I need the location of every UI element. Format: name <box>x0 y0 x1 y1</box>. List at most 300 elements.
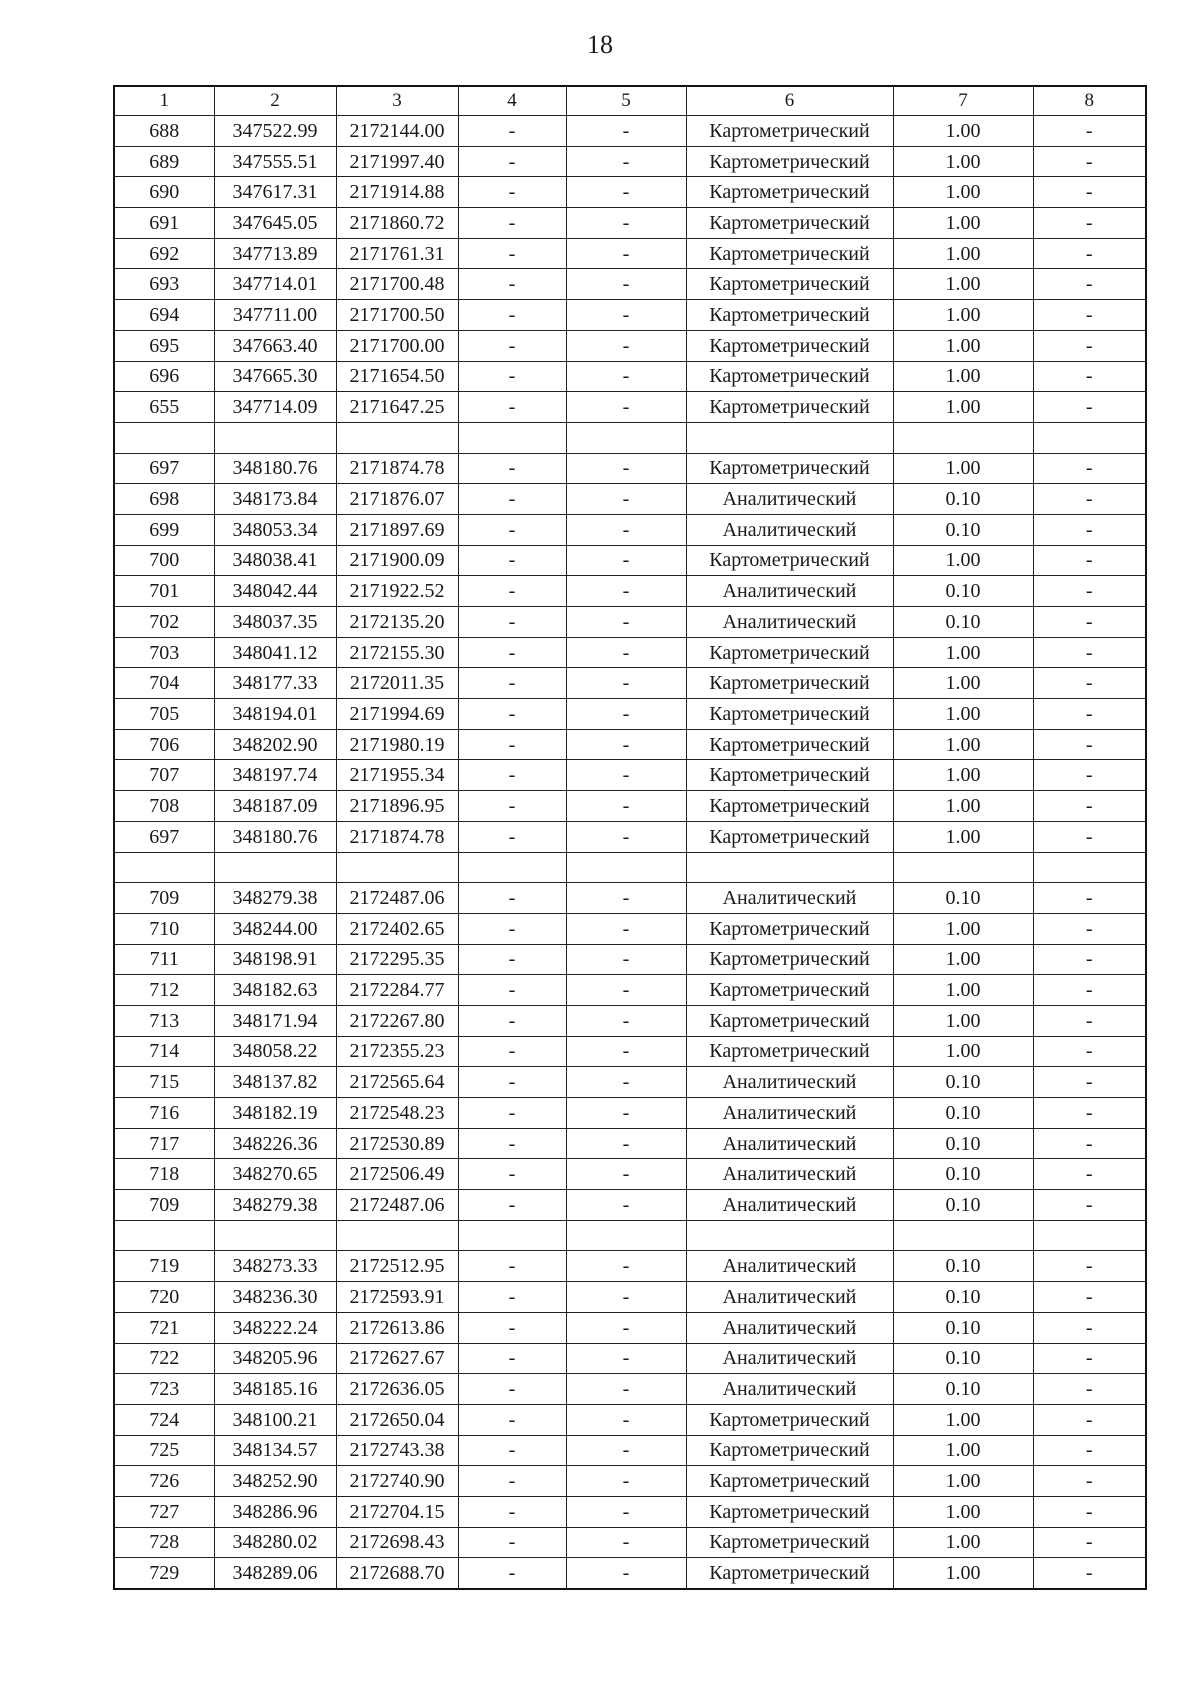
method-cell: Картометрический <box>686 1466 893 1497</box>
x-coordinate-cell: 348053.34 <box>214 514 336 545</box>
point-number-cell <box>114 852 214 883</box>
method-cell: Картометрический <box>686 177 893 208</box>
col4-cell: - <box>458 514 566 545</box>
point-number-cell: 714 <box>114 1036 214 1067</box>
x-coordinate-cell: 348171.94 <box>214 1005 336 1036</box>
point-number-cell: 695 <box>114 330 214 361</box>
table-row <box>114 1159 1146 1190</box>
y-coordinate-cell <box>336 422 458 453</box>
col5-cell: - <box>566 607 686 638</box>
col4-cell: - <box>458 1343 566 1374</box>
x-coordinate-cell: 348286.96 <box>214 1496 336 1527</box>
accuracy-cell: 0.10 <box>893 1374 1033 1405</box>
accuracy-cell: 1.00 <box>893 146 1033 177</box>
table-row <box>114 269 1146 300</box>
col5-cell: - <box>566 453 686 484</box>
x-coordinate-cell: 348222.24 <box>214 1312 336 1343</box>
col5-cell: - <box>566 1282 686 1313</box>
accuracy-cell: 0.10 <box>893 1098 1033 1129</box>
y-coordinate-cell: 2172487.06 <box>336 883 458 914</box>
point-number-cell: 723 <box>114 1374 214 1405</box>
y-coordinate-cell: 2172284.77 <box>336 975 458 1006</box>
point-number-cell: 693 <box>114 269 214 300</box>
col4-cell: - <box>458 453 566 484</box>
x-coordinate-cell: 348042.44 <box>214 576 336 607</box>
accuracy-cell: 1.00 <box>893 208 1033 239</box>
accuracy-cell: 1.00 <box>893 944 1033 975</box>
col5-cell: - <box>566 699 686 730</box>
y-coordinate-cell: 2172650.04 <box>336 1404 458 1435</box>
method-cell: Картометрический <box>686 453 893 484</box>
col5-cell: - <box>566 1496 686 1527</box>
method-cell: Аналитический <box>686 576 893 607</box>
method-cell: Картометрический <box>686 238 893 269</box>
col5-cell: - <box>566 361 686 392</box>
col8-cell: - <box>1033 1036 1146 1067</box>
accuracy-cell: 1.00 <box>893 791 1033 822</box>
table-row <box>114 1496 1146 1527</box>
col8-cell: - <box>1033 944 1146 975</box>
table-row <box>114 238 1146 269</box>
col5-cell: - <box>566 330 686 361</box>
y-coordinate-cell: 2172512.95 <box>336 1251 458 1282</box>
accuracy-cell: 1.00 <box>893 913 1033 944</box>
method-cell: Аналитический <box>686 1067 893 1098</box>
y-coordinate-cell: 2171761.31 <box>336 238 458 269</box>
y-coordinate-cell: 2172402.65 <box>336 913 458 944</box>
x-coordinate-cell: 348273.33 <box>214 1251 336 1282</box>
accuracy-cell: 1.00 <box>893 392 1033 423</box>
x-coordinate-cell: 348236.30 <box>214 1282 336 1313</box>
x-coordinate-cell: 348226.36 <box>214 1128 336 1159</box>
x-coordinate-cell: 348270.65 <box>214 1159 336 1190</box>
table-row <box>114 1098 1146 1129</box>
table-row <box>114 1343 1146 1374</box>
col8-cell: - <box>1033 361 1146 392</box>
col4-cell: - <box>458 821 566 852</box>
accuracy-cell: 0.10 <box>893 484 1033 515</box>
col8-cell: - <box>1033 1496 1146 1527</box>
col5-cell: - <box>566 821 686 852</box>
table-row <box>114 791 1146 822</box>
col8-cell: - <box>1033 1159 1146 1190</box>
col8-cell: - <box>1033 453 1146 484</box>
accuracy-cell: 0.10 <box>893 1343 1033 1374</box>
point-number-cell: 702 <box>114 607 214 638</box>
accuracy-cell <box>893 422 1033 453</box>
y-coordinate-cell: 2171900.09 <box>336 545 458 576</box>
point-number-cell: 716 <box>114 1098 214 1129</box>
col5-cell: - <box>566 269 686 300</box>
point-number-cell: 708 <box>114 791 214 822</box>
point-number-cell: 688 <box>114 116 214 147</box>
accuracy-cell: 0.10 <box>893 514 1033 545</box>
col5-cell: - <box>566 545 686 576</box>
col4-cell: - <box>458 1067 566 1098</box>
table-row <box>114 300 1146 331</box>
col5-cell: - <box>566 1159 686 1190</box>
col5-cell: - <box>566 392 686 423</box>
col5-cell: - <box>566 913 686 944</box>
col5-cell: - <box>566 576 686 607</box>
y-coordinate-cell: 2171914.88 <box>336 177 458 208</box>
method-cell: Аналитический <box>686 883 893 914</box>
col4-cell: - <box>458 944 566 975</box>
accuracy-cell: 1.00 <box>893 637 1033 668</box>
col5-cell: - <box>566 1005 686 1036</box>
accuracy-cell: 1.00 <box>893 1435 1033 1466</box>
y-coordinate-cell: 2172548.23 <box>336 1098 458 1129</box>
point-number-cell: 709 <box>114 1190 214 1221</box>
y-coordinate-cell: 2171896.95 <box>336 791 458 822</box>
point-number-cell: 694 <box>114 300 214 331</box>
col8-cell: - <box>1033 729 1146 760</box>
y-coordinate-cell: 2171874.78 <box>336 453 458 484</box>
col4-cell: - <box>458 1282 566 1313</box>
col4-cell: - <box>458 1098 566 1129</box>
point-number-cell: 711 <box>114 944 214 975</box>
col4-cell: - <box>458 1159 566 1190</box>
x-coordinate-cell: 348037.35 <box>214 607 336 638</box>
col8-cell: - <box>1033 1374 1146 1405</box>
point-number-cell: 722 <box>114 1343 214 1374</box>
method-cell: Картометрический <box>686 1435 893 1466</box>
x-coordinate-cell: 348173.84 <box>214 484 336 515</box>
col4-cell: - <box>458 1496 566 1527</box>
y-coordinate-cell: 2172144.00 <box>336 116 458 147</box>
col4-cell <box>458 1220 566 1251</box>
y-coordinate-cell: 2172155.30 <box>336 637 458 668</box>
col5-cell: - <box>566 1098 686 1129</box>
column-header: 2 <box>214 86 336 116</box>
method-cell: Аналитический <box>686 607 893 638</box>
col8-cell: - <box>1033 484 1146 515</box>
y-coordinate-cell: 2171647.25 <box>336 392 458 423</box>
point-number-cell <box>114 1220 214 1251</box>
col4-cell: - <box>458 1374 566 1405</box>
y-coordinate-cell: 2172355.23 <box>336 1036 458 1067</box>
col5-cell: - <box>566 177 686 208</box>
point-number-cell: 718 <box>114 1159 214 1190</box>
col4-cell: - <box>458 361 566 392</box>
x-coordinate-cell: 348100.21 <box>214 1404 336 1435</box>
y-coordinate-cell: 2172565.64 <box>336 1067 458 1098</box>
col4-cell: - <box>458 1312 566 1343</box>
table-row <box>114 760 1146 791</box>
col8-cell: - <box>1033 330 1146 361</box>
col4-cell: - <box>458 300 566 331</box>
method-cell: Картометрический <box>686 392 893 423</box>
column-header: 3 <box>336 86 458 116</box>
method-cell: Картометрический <box>686 913 893 944</box>
point-number-cell: 721 <box>114 1312 214 1343</box>
x-coordinate-cell: 348137.82 <box>214 1067 336 1098</box>
accuracy-cell: 0.10 <box>893 1190 1033 1221</box>
col8-cell: - <box>1033 545 1146 576</box>
method-cell: Картометрический <box>686 791 893 822</box>
table-row <box>114 361 1146 392</box>
col4-cell: - <box>458 484 566 515</box>
x-coordinate-cell: 348279.38 <box>214 883 336 914</box>
method-cell: Аналитический <box>686 484 893 515</box>
y-coordinate-cell: 2171922.52 <box>336 576 458 607</box>
col4-cell: - <box>458 545 566 576</box>
y-coordinate-cell: 2172135.20 <box>336 607 458 638</box>
x-coordinate-cell: 348134.57 <box>214 1435 336 1466</box>
col8-cell: - <box>1033 116 1146 147</box>
table-row <box>114 1128 1146 1159</box>
table-row <box>114 1190 1146 1221</box>
x-coordinate-cell: 348279.38 <box>214 1190 336 1221</box>
x-coordinate-cell: 348187.09 <box>214 791 336 822</box>
x-coordinate-cell: 347522.99 <box>214 116 336 147</box>
table-row <box>114 1527 1146 1558</box>
table-row <box>114 1005 1146 1036</box>
col4-cell: - <box>458 392 566 423</box>
x-coordinate-cell: 348197.74 <box>214 760 336 791</box>
y-coordinate-cell <box>336 1220 458 1251</box>
point-number-cell: 713 <box>114 1005 214 1036</box>
col5-cell <box>566 852 686 883</box>
col8-cell: - <box>1033 1005 1146 1036</box>
accuracy-cell: 1.00 <box>893 1527 1033 1558</box>
col5-cell: - <box>566 1404 686 1435</box>
method-cell: Аналитический <box>686 1098 893 1129</box>
method-cell <box>686 1220 893 1251</box>
method-cell: Аналитический <box>686 1343 893 1374</box>
y-coordinate-cell: 2171700.48 <box>336 269 458 300</box>
col4-cell: - <box>458 146 566 177</box>
column-header: 1 <box>114 86 214 116</box>
method-cell: Картометрический <box>686 1527 893 1558</box>
y-coordinate-cell: 2172506.49 <box>336 1159 458 1190</box>
col4-cell <box>458 852 566 883</box>
col8-cell: - <box>1033 975 1146 1006</box>
table-row <box>114 116 1146 147</box>
coordinates-table <box>113 85 1147 1590</box>
col5-cell: - <box>566 1251 686 1282</box>
col5-cell: - <box>566 146 686 177</box>
method-cell: Картометрический <box>686 729 893 760</box>
y-coordinate-cell: 2172011.35 <box>336 668 458 699</box>
col8-cell: - <box>1033 1404 1146 1435</box>
col5-cell: - <box>566 1190 686 1221</box>
table-row <box>114 668 1146 699</box>
table-row <box>114 637 1146 668</box>
point-number-cell: 697 <box>114 821 214 852</box>
col5-cell: - <box>566 944 686 975</box>
table-row <box>114 1067 1146 1098</box>
x-coordinate-cell: 348252.90 <box>214 1466 336 1497</box>
method-cell: Картометрический <box>686 637 893 668</box>
col8-cell: - <box>1033 883 1146 914</box>
y-coordinate-cell: 2172487.06 <box>336 1190 458 1221</box>
col8-cell <box>1033 422 1146 453</box>
method-cell: Аналитический <box>686 1374 893 1405</box>
point-number-cell: 709 <box>114 883 214 914</box>
col8-cell: - <box>1033 821 1146 852</box>
col8-cell: - <box>1033 392 1146 423</box>
table-row <box>114 1312 1146 1343</box>
col5-cell: - <box>566 791 686 822</box>
col8-cell <box>1033 1220 1146 1251</box>
accuracy-cell <box>893 852 1033 883</box>
column-header: 7 <box>893 86 1033 116</box>
accuracy-cell: 0.10 <box>893 607 1033 638</box>
x-coordinate-cell: 348180.76 <box>214 453 336 484</box>
method-cell: Картометрический <box>686 975 893 1006</box>
table-row <box>114 208 1146 239</box>
accuracy-cell: 1.00 <box>893 330 1033 361</box>
x-coordinate-cell: 348205.96 <box>214 1343 336 1374</box>
col4-cell: - <box>458 269 566 300</box>
table-row <box>114 1036 1146 1067</box>
point-number-cell: 655 <box>114 392 214 423</box>
separator-row <box>114 422 1146 453</box>
accuracy-cell: 1.00 <box>893 300 1033 331</box>
col4-cell: - <box>458 1251 566 1282</box>
col8-cell: - <box>1033 1251 1146 1282</box>
col4-cell: - <box>458 1527 566 1558</box>
method-cell: Аналитический <box>686 1128 893 1159</box>
col5-cell: - <box>566 1558 686 1589</box>
col8-cell <box>1033 852 1146 883</box>
point-number-cell: 698 <box>114 484 214 515</box>
accuracy-cell: 1.00 <box>893 1005 1033 1036</box>
col5-cell: - <box>566 883 686 914</box>
col4-cell: - <box>458 116 566 147</box>
point-number-cell: 704 <box>114 668 214 699</box>
point-number-cell: 699 <box>114 514 214 545</box>
method-cell: Аналитический <box>686 514 893 545</box>
x-coordinate-cell <box>214 852 336 883</box>
accuracy-cell: 1.00 <box>893 729 1033 760</box>
col4-cell: - <box>458 913 566 944</box>
method-cell: Картометрический <box>686 300 893 331</box>
y-coordinate-cell: 2172636.05 <box>336 1374 458 1405</box>
col8-cell: - <box>1033 269 1146 300</box>
point-number-cell: 717 <box>114 1128 214 1159</box>
x-coordinate-cell: 348038.41 <box>214 545 336 576</box>
col8-cell: - <box>1033 699 1146 730</box>
x-coordinate-cell: 347665.30 <box>214 361 336 392</box>
point-number-cell: 719 <box>114 1251 214 1282</box>
col8-cell: - <box>1033 607 1146 638</box>
table-row <box>114 484 1146 515</box>
separator-row <box>114 1220 1146 1251</box>
col8-cell: - <box>1033 576 1146 607</box>
col4-cell: - <box>458 576 566 607</box>
point-number-cell: 725 <box>114 1435 214 1466</box>
col8-cell: - <box>1033 1558 1146 1589</box>
accuracy-cell: 1.00 <box>893 668 1033 699</box>
x-coordinate-cell: 348182.19 <box>214 1098 336 1129</box>
col5-cell: - <box>566 208 686 239</box>
table-row <box>114 453 1146 484</box>
y-coordinate-cell: 2172740.90 <box>336 1466 458 1497</box>
x-coordinate-cell: 347713.89 <box>214 238 336 269</box>
x-coordinate-cell: 348177.33 <box>214 668 336 699</box>
accuracy-cell: 1.00 <box>893 116 1033 147</box>
x-coordinate-cell: 347617.31 <box>214 177 336 208</box>
y-coordinate-cell: 2172743.38 <box>336 1435 458 1466</box>
col5-cell: - <box>566 1312 686 1343</box>
col4-cell: - <box>458 1190 566 1221</box>
point-number-cell: 710 <box>114 913 214 944</box>
col5-cell: - <box>566 729 686 760</box>
col4-cell: - <box>458 607 566 638</box>
accuracy-cell <box>893 1220 1033 1251</box>
col5-cell: - <box>566 1067 686 1098</box>
table-row <box>114 821 1146 852</box>
table-row <box>114 146 1146 177</box>
x-coordinate-cell <box>214 422 336 453</box>
col8-cell: - <box>1033 760 1146 791</box>
col4-cell: - <box>458 1435 566 1466</box>
col5-cell: - <box>566 1374 686 1405</box>
col4-cell: - <box>458 1005 566 1036</box>
col4-cell: - <box>458 883 566 914</box>
table-row <box>114 330 1146 361</box>
method-cell: Картометрический <box>686 208 893 239</box>
method-cell: Картометрический <box>686 760 893 791</box>
table-row <box>114 177 1146 208</box>
accuracy-cell: 0.10 <box>893 883 1033 914</box>
col8-cell: - <box>1033 1067 1146 1098</box>
col8-cell: - <box>1033 1190 1146 1221</box>
table-row <box>114 1466 1146 1497</box>
accuracy-cell: 1.00 <box>893 1496 1033 1527</box>
method-cell: Картометрический <box>686 1005 893 1036</box>
col5-cell: - <box>566 1036 686 1067</box>
x-coordinate-cell: 347645.05 <box>214 208 336 239</box>
col4-cell: - <box>458 177 566 208</box>
col5-cell: - <box>566 116 686 147</box>
point-number-cell: 690 <box>114 177 214 208</box>
col4-cell: - <box>458 330 566 361</box>
col8-cell: - <box>1033 1098 1146 1129</box>
x-coordinate-cell: 347714.01 <box>214 269 336 300</box>
col5-cell: - <box>566 668 686 699</box>
y-coordinate-cell: 2171876.07 <box>336 484 458 515</box>
col5-cell: - <box>566 637 686 668</box>
point-number-cell: 728 <box>114 1527 214 1558</box>
col8-cell: - <box>1033 668 1146 699</box>
table-row <box>114 1558 1146 1589</box>
col4-cell: - <box>458 1128 566 1159</box>
y-coordinate-cell: 2171994.69 <box>336 699 458 730</box>
method-cell: Картометрический <box>686 116 893 147</box>
x-coordinate-cell: 348185.16 <box>214 1374 336 1405</box>
method-cell: Аналитический <box>686 1282 893 1313</box>
col8-cell: - <box>1033 300 1146 331</box>
accuracy-cell: 1.00 <box>893 453 1033 484</box>
x-coordinate-cell: 347555.51 <box>214 146 336 177</box>
table-row <box>114 392 1146 423</box>
method-cell <box>686 422 893 453</box>
y-coordinate-cell: 2172688.70 <box>336 1558 458 1589</box>
method-cell: Картометрический <box>686 361 893 392</box>
table-header-row <box>114 86 1146 116</box>
accuracy-cell: 1.00 <box>893 975 1033 1006</box>
method-cell: Картометрический <box>686 269 893 300</box>
col8-cell: - <box>1033 1435 1146 1466</box>
col8-cell: - <box>1033 791 1146 822</box>
method-cell: Картометрический <box>686 1496 893 1527</box>
accuracy-cell: 1.00 <box>893 545 1033 576</box>
col4-cell: - <box>458 791 566 822</box>
point-number-cell: 701 <box>114 576 214 607</box>
